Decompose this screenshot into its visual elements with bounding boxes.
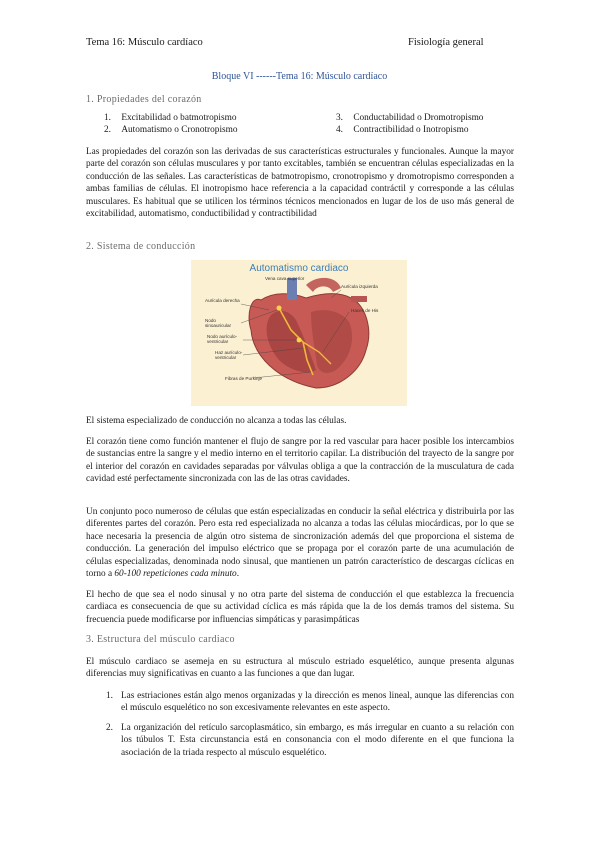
label-auricula-derecha: Aurícula derecha bbox=[205, 298, 240, 303]
section-heading-1: 1. Propiedades del corazón bbox=[86, 94, 202, 105]
paragraph: Las propiedades del corazón son las derivadas de sus características estructurales y funcionales. Aunque la mayor parte del corazón son células musculares y por tanto excitables, también se encuentran células especializadas en la conducción de las señales. Las características de batmotropismo, cronotropismo y dromotropismo corresponden a ambas familias de células. El inotropismo hace referencia a la capacidad contráctil y corresponde a las células musculares. Es habitual que se utilicen los términos técnicos mencionados en lugar de los de uso más general de excitabilidad, automatismo, conductibilidad y contractibilidad bbox=[86, 147, 514, 220]
paragraph: El hecho de que sea el nodo sinusal y no otra parte del sistema de conducción el que establezca la frecuencia cardiaca es consecuencia de que su actividad cíclica es más rápida que la de los demás tramos del sistema. Su frecuencia puede modificarse por influencias simpáticas y parasimpáticas bbox=[86, 590, 514, 625]
list-number: 1. bbox=[106, 691, 113, 701]
list-number: 2. bbox=[106, 723, 113, 733]
paragraph-end: . bbox=[236, 569, 240, 580]
label-vena-cava: Vena cava superior bbox=[265, 276, 305, 281]
section-heading-3: 3. Estructura del músculo cardiaco bbox=[86, 634, 235, 645]
list-text: Las estriaciones están algo menos organizadas y la dirección es menos lineal, aunque las diferencias con el músculo esquelético no son excesivamente relevantes en este aspecto. bbox=[121, 691, 514, 714]
list-text: Excitabilidad o batmotropismo bbox=[121, 113, 237, 123]
label-purkinje: Fibras de Purkinje bbox=[225, 376, 263, 381]
list-number: 3. bbox=[336, 113, 343, 123]
list-text: Contractibilidad o Inotropismo bbox=[353, 125, 469, 135]
label-haz-av: Haz aurículo-ventricular bbox=[215, 350, 243, 360]
document-title: Bloque VI ------Tema 16: Músculo cardíaco bbox=[211, 71, 388, 82]
header-subject: Fisiología general bbox=[408, 37, 484, 48]
list-item bbox=[336, 125, 468, 135]
figure-title: Automatismo cardiaco bbox=[249, 263, 349, 274]
list-item bbox=[104, 113, 236, 123]
heart-illustration bbox=[191, 260, 407, 406]
list-text: La organización del retículo sarcoplasmático, sin embargo, es más irregular en cuanto a su relación con los túbulos T. Esta circunstancia está en consonancia con el modo diferente en el que funciona la asociación de la triada respecto al músculo esquelético. bbox=[121, 723, 514, 758]
paragraph: El sistema especializado de conducción no alcanza a todas las células. bbox=[86, 416, 347, 426]
list-item bbox=[104, 125, 238, 135]
paragraph-text: Un conjunto poco numeroso de células que están especializadas en conducir la señal eléctrica y distribuirla por las diferentes partes del corazón. Pero esta red especializada no alcanza a todas las células miocárdicas, por lo que se hace necesaria la presencia de algún otro sistema de sincronización además del que proporciona el sistema de conducción. La generación del impulso eléctrico que se propaga por el corazón parte de una acumulación de células especializadas, denominada nodo sinusal, que mantienen un patrón característico de descargas cíclicas en torno a bbox=[86, 507, 514, 580]
heart-conduction-figure bbox=[191, 260, 407, 406]
list-text: Conductabilidad o Dromotropismo bbox=[353, 113, 484, 123]
label-nodo-av: Nodo aurículo-ventricular bbox=[207, 334, 238, 344]
list-item bbox=[336, 113, 483, 123]
list-number: 4. bbox=[336, 125, 343, 135]
section-heading-2: 2. Sistema de conducción bbox=[86, 241, 196, 252]
paragraph: El corazón tiene como función mantener el flujo de sangre por la red vascular para hacer posible los intercambios de sustancias entre la sangre y el medio interno en el territorio capilar. La distribución del trayecto de la sangre por el interior del corazón en cavidades separadas por válvulas obliga a que la contracción de la musculatura de cada cavidad esté perfectamente sincronizada con las de las otras cavidades. bbox=[86, 437, 514, 485]
paragraph: El músculo cardiaco se asemeja en su estructura al músculo estriado esquelético, aunque presenta algunas diferencias muy significativas en cuanto a las funciones a que dan lugar. bbox=[86, 657, 514, 680]
paragraph bbox=[86, 506, 514, 580]
label-haces-his: Haces de His bbox=[351, 308, 379, 313]
emphasis-text: 60-100 repeticiones cada minuto bbox=[114, 569, 237, 580]
header-topic: Tema 16: Músculo cardíaco bbox=[86, 37, 203, 48]
label-auricula-izquierda: Aurícula izquierda bbox=[341, 284, 378, 289]
list-number: 1. bbox=[104, 113, 111, 123]
list-text: Automatismo o Cronotropismo bbox=[121, 125, 238, 135]
label-nodo-sinoauricular: Nodo sinoauricular bbox=[205, 318, 232, 328]
list-number: 2. bbox=[104, 125, 111, 135]
